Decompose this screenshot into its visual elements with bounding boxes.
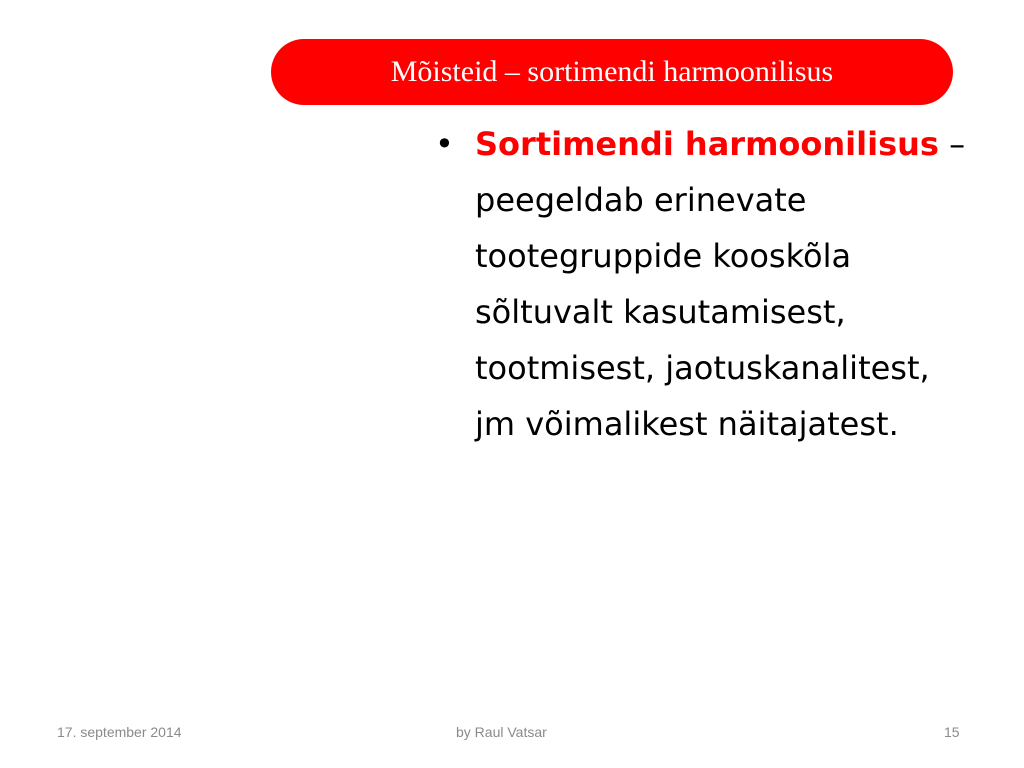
bullet-term: Sortimendi harmoonilisus	[475, 125, 939, 163]
slide-title: Mõisteid – sortimendi harmoonilisus	[390, 55, 834, 88]
bullet-line-6: jm võimalikest näitajatest.	[475, 405, 899, 443]
bullet-icon: •	[435, 125, 454, 163]
footer-author: by Raul Vatsar	[456, 724, 547, 740]
footer-date: 17. september 2014	[57, 724, 182, 740]
bullet-line-3: tootegruppide kooskõla	[475, 237, 852, 275]
page-number: 15	[944, 724, 960, 740]
title-banner	[271, 39, 953, 105]
bullet-line-5: tootmisest, jaotuskanalitest,	[475, 349, 930, 387]
bullet-line-4: sõltuvalt kasutamisest,	[475, 293, 846, 331]
slide-body	[435, 116, 1010, 452]
bullet-line-1	[475, 116, 1010, 172]
bullet-separator: –	[938, 125, 966, 163]
bullet-item	[435, 116, 1010, 452]
bullet-line-2: peegeldab erinevate	[475, 181, 807, 219]
